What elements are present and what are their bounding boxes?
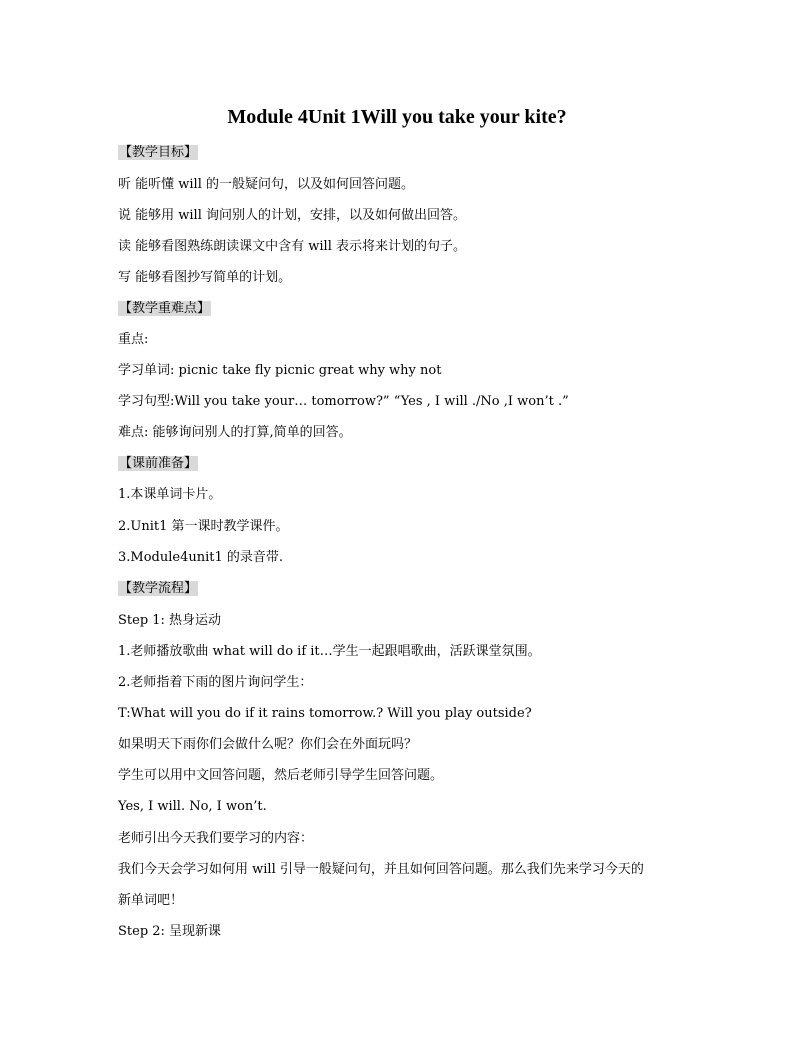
body-line: Step 2: 呈现新课 <box>118 924 222 939</box>
body-line: 读 能够看图熟练朗读课文中含有 will 表示将来计划的句子。 <box>118 239 466 254</box>
body-line: 2.Unit1 第一课时教学课件。 <box>118 519 289 534</box>
body-line: 听 能听懂 will 的一般疑问句，以及如何回答问题。 <box>118 177 414 192</box>
body-line: 重点: <box>118 332 149 347</box>
body-line: 1.老师播放歌曲 what will do if it…学生一起跟唱歌曲，活跃课堂氛围。 <box>118 644 541 659</box>
section-heading <box>118 300 211 318</box>
section-heading <box>118 580 198 598</box>
body-line: 新单词吧！ <box>118 893 184 908</box>
section-heading <box>118 144 198 162</box>
body-line: Yes, I will. No, I won’t. <box>118 799 267 814</box>
body-line: 1.本课单词卡片。 <box>118 487 222 502</box>
body-line: 学习单词: picnic take fly picnic great why why not <box>118 363 442 378</box>
body-line: 3.Module4unit1 的录音带. <box>118 550 284 565</box>
section-heading-label: 【课前准备】 <box>119 456 198 471</box>
body-line: 说 能够用 will 询问别人的计划，安排，以及如何做出回答。 <box>118 208 466 223</box>
body-line: Step 1: 热身运动 <box>118 613 222 628</box>
body-line: 老师引出今天我们要学习的内容： <box>118 831 314 846</box>
body-line: 学生可以用中文回答问题，然后老师引导学生回答问题。 <box>118 768 444 783</box>
body-line: 2.老师指着下雨的图片询问学生： <box>118 675 313 690</box>
section-heading-label: 【教学目标】 <box>119 145 198 160</box>
section-heading <box>118 455 198 473</box>
body-line: 如果明天下雨你们会做什么呢？你们会在外面玩吗？ <box>118 737 418 752</box>
body-line: 学习句型:Will you take your… tomorrow?” “Yes , I will ./No ,I won’t .” <box>118 394 569 409</box>
body-line: 写 能够看图抄写简单的计划。 <box>118 270 292 285</box>
body-line: T:What will you do if it rains tomorrow.? Will you play outside? <box>118 706 532 721</box>
document-title: Module 4Unit 1Will you take your kite? <box>227 106 567 128</box>
body-line: 难点: 能够询问别人的打算,简单的回答。 <box>118 425 352 440</box>
section-heading-label: 【教学流程】 <box>119 581 198 596</box>
section-heading-label: 【教学重难点】 <box>119 301 211 316</box>
body-line: 我们今天会学习如何用 will 引导一般疑问句，并且如何回答问题。那么我们先来学习今天的 <box>118 862 644 877</box>
